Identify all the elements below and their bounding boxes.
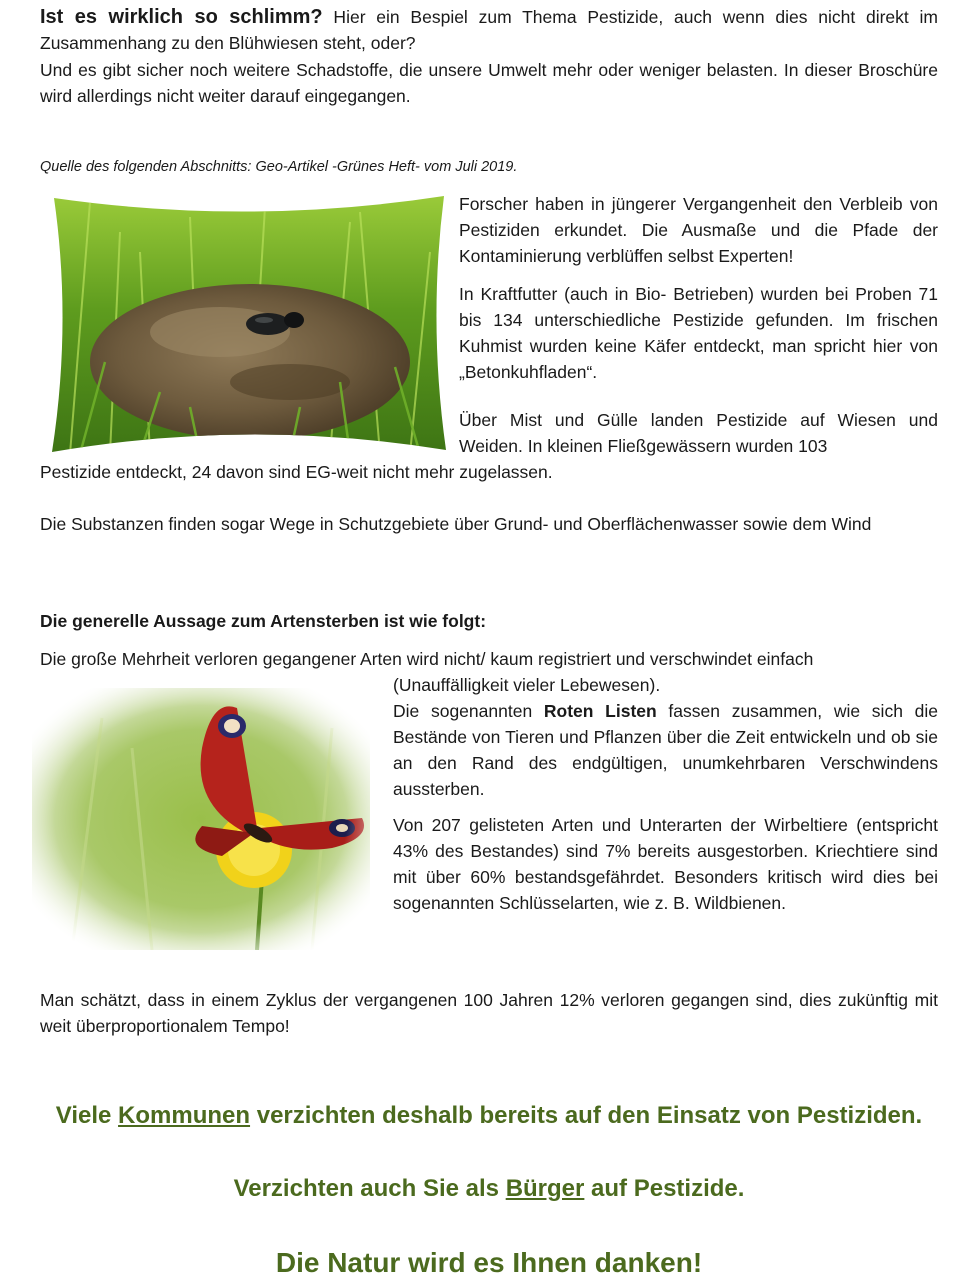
section2-paragraph-4: Man schätzt, dass in einem Zyklus der vergangenen 100 Jahren 12% verloren gegangen sind, dies zukünftig mit weit überproportionalem Tempo! [40,990,938,1036]
buerger-link[interactable]: Bürger [505,1175,585,1202]
section2-paragraph-1b: (Unauffälligkeit vieler Lebewesen). [393,675,661,695]
slogan-kommunen [40,1102,938,1130]
intro-paragraph-2: Und es gibt sicher noch weitere Schadstoffe, die unsere Umwelt mehr oder weniger belasten. In dieser Broschüre wird allerdings nicht weiter darauf eingegangen. [40,60,938,106]
section1-paragraph-4: Die Substanzen finden sogar Wege in Schutzgebiete über Grund- und Oberflächenwasser sowie dem Wind [40,514,872,534]
slogan-1-pre: Viele [55,1102,119,1129]
slogan-natur: Die Natur wird es Ihnen danken! [275,1247,703,1278]
section1-paragraph-1: Forscher haben in jüngerer Vergangenheit den Verbleib von Pestiziden erkundet. Die Ausmaße und die Pfade der Kontaminierung verblüffen selbst Experten! [459,194,938,266]
section2-paragraph-3: Von 207 gelisteten Arten und Unterarten der Wirbeltiere (entspricht 43% des Bestandes) sind 7% bereits ausgestorben. Kriechtiere sind mit über 60% bestandsgefährdet. Besonders kritisch wird dies bei sogenannten Schlüsselarten, wie z. B. Wildbienen. [393,815,938,913]
section2-heading: Die generelle Aussage zum Artensterben ist wie folgt: [40,611,487,631]
kommunen-link[interactable]: Kommunen [118,1102,251,1129]
section1-paragraph-2: In Kraftfutter (auch in Bio- Betrieben) wurden bei Proben 71 bis 134 unterschiedliche Pestizide gefunden. Im frischen Kuhmist wurden keine Käfer entdeckt, man spricht hier von „Betonkuhfladen“. [459,284,938,382]
slogan-2-pre: Verzichten auch Sie als [233,1175,506,1202]
butterfly-image [32,688,370,950]
section1-paragraph-3b: Pestizide entdeckt, 24 davon sind EG-weit nicht mehr zugelassen. [40,462,553,482]
dung-beetle-image [50,192,448,454]
intro-paragraph [40,4,938,56]
intro-text: Hier ein Bespiel zum Thema Pestizide, auch wenn dies nicht direkt im Zusammenhang zu den Blühwiesen steht, oder? [40,7,939,53]
source-note: Quelle des folgenden Abschnitts: Geo-Artikel -Grünes Heft- vom Juli 2019. [40,159,518,175]
rote-listen-intro: Die sogenannten [393,701,544,721]
rote-listen-term: Roten Listen [543,701,657,721]
section2-paragraph-2 [393,698,938,802]
section2-paragraph-1a: Die große Mehrheit verloren gegangener Arten wird nicht/ kaum registriert und verschwindet einfach [40,649,814,669]
rote-listen-text: fassen zusammen, wie sich die Bestände von Tieren und Pflanzen über die Zeit entwickeln und ob sie an den Rand des endgültigen, unumkehrbaren Verschwindens aussterben. [393,701,938,799]
slogan-2-post: auf Pestizide. [584,1175,745,1202]
slogan-1-post: verzichten deshalb bereits auf den Einsatz von Pestiziden. [250,1102,923,1129]
section1-paragraph-3a: Über Mist und Gülle landen Pestizide auf Wiesen und Weiden. In kleinen Fließgewässern wurden 103 [459,410,938,456]
intro-lead: Ist es wirklich so schlimm? [40,6,323,28]
slogan-buerger [40,1175,938,1203]
